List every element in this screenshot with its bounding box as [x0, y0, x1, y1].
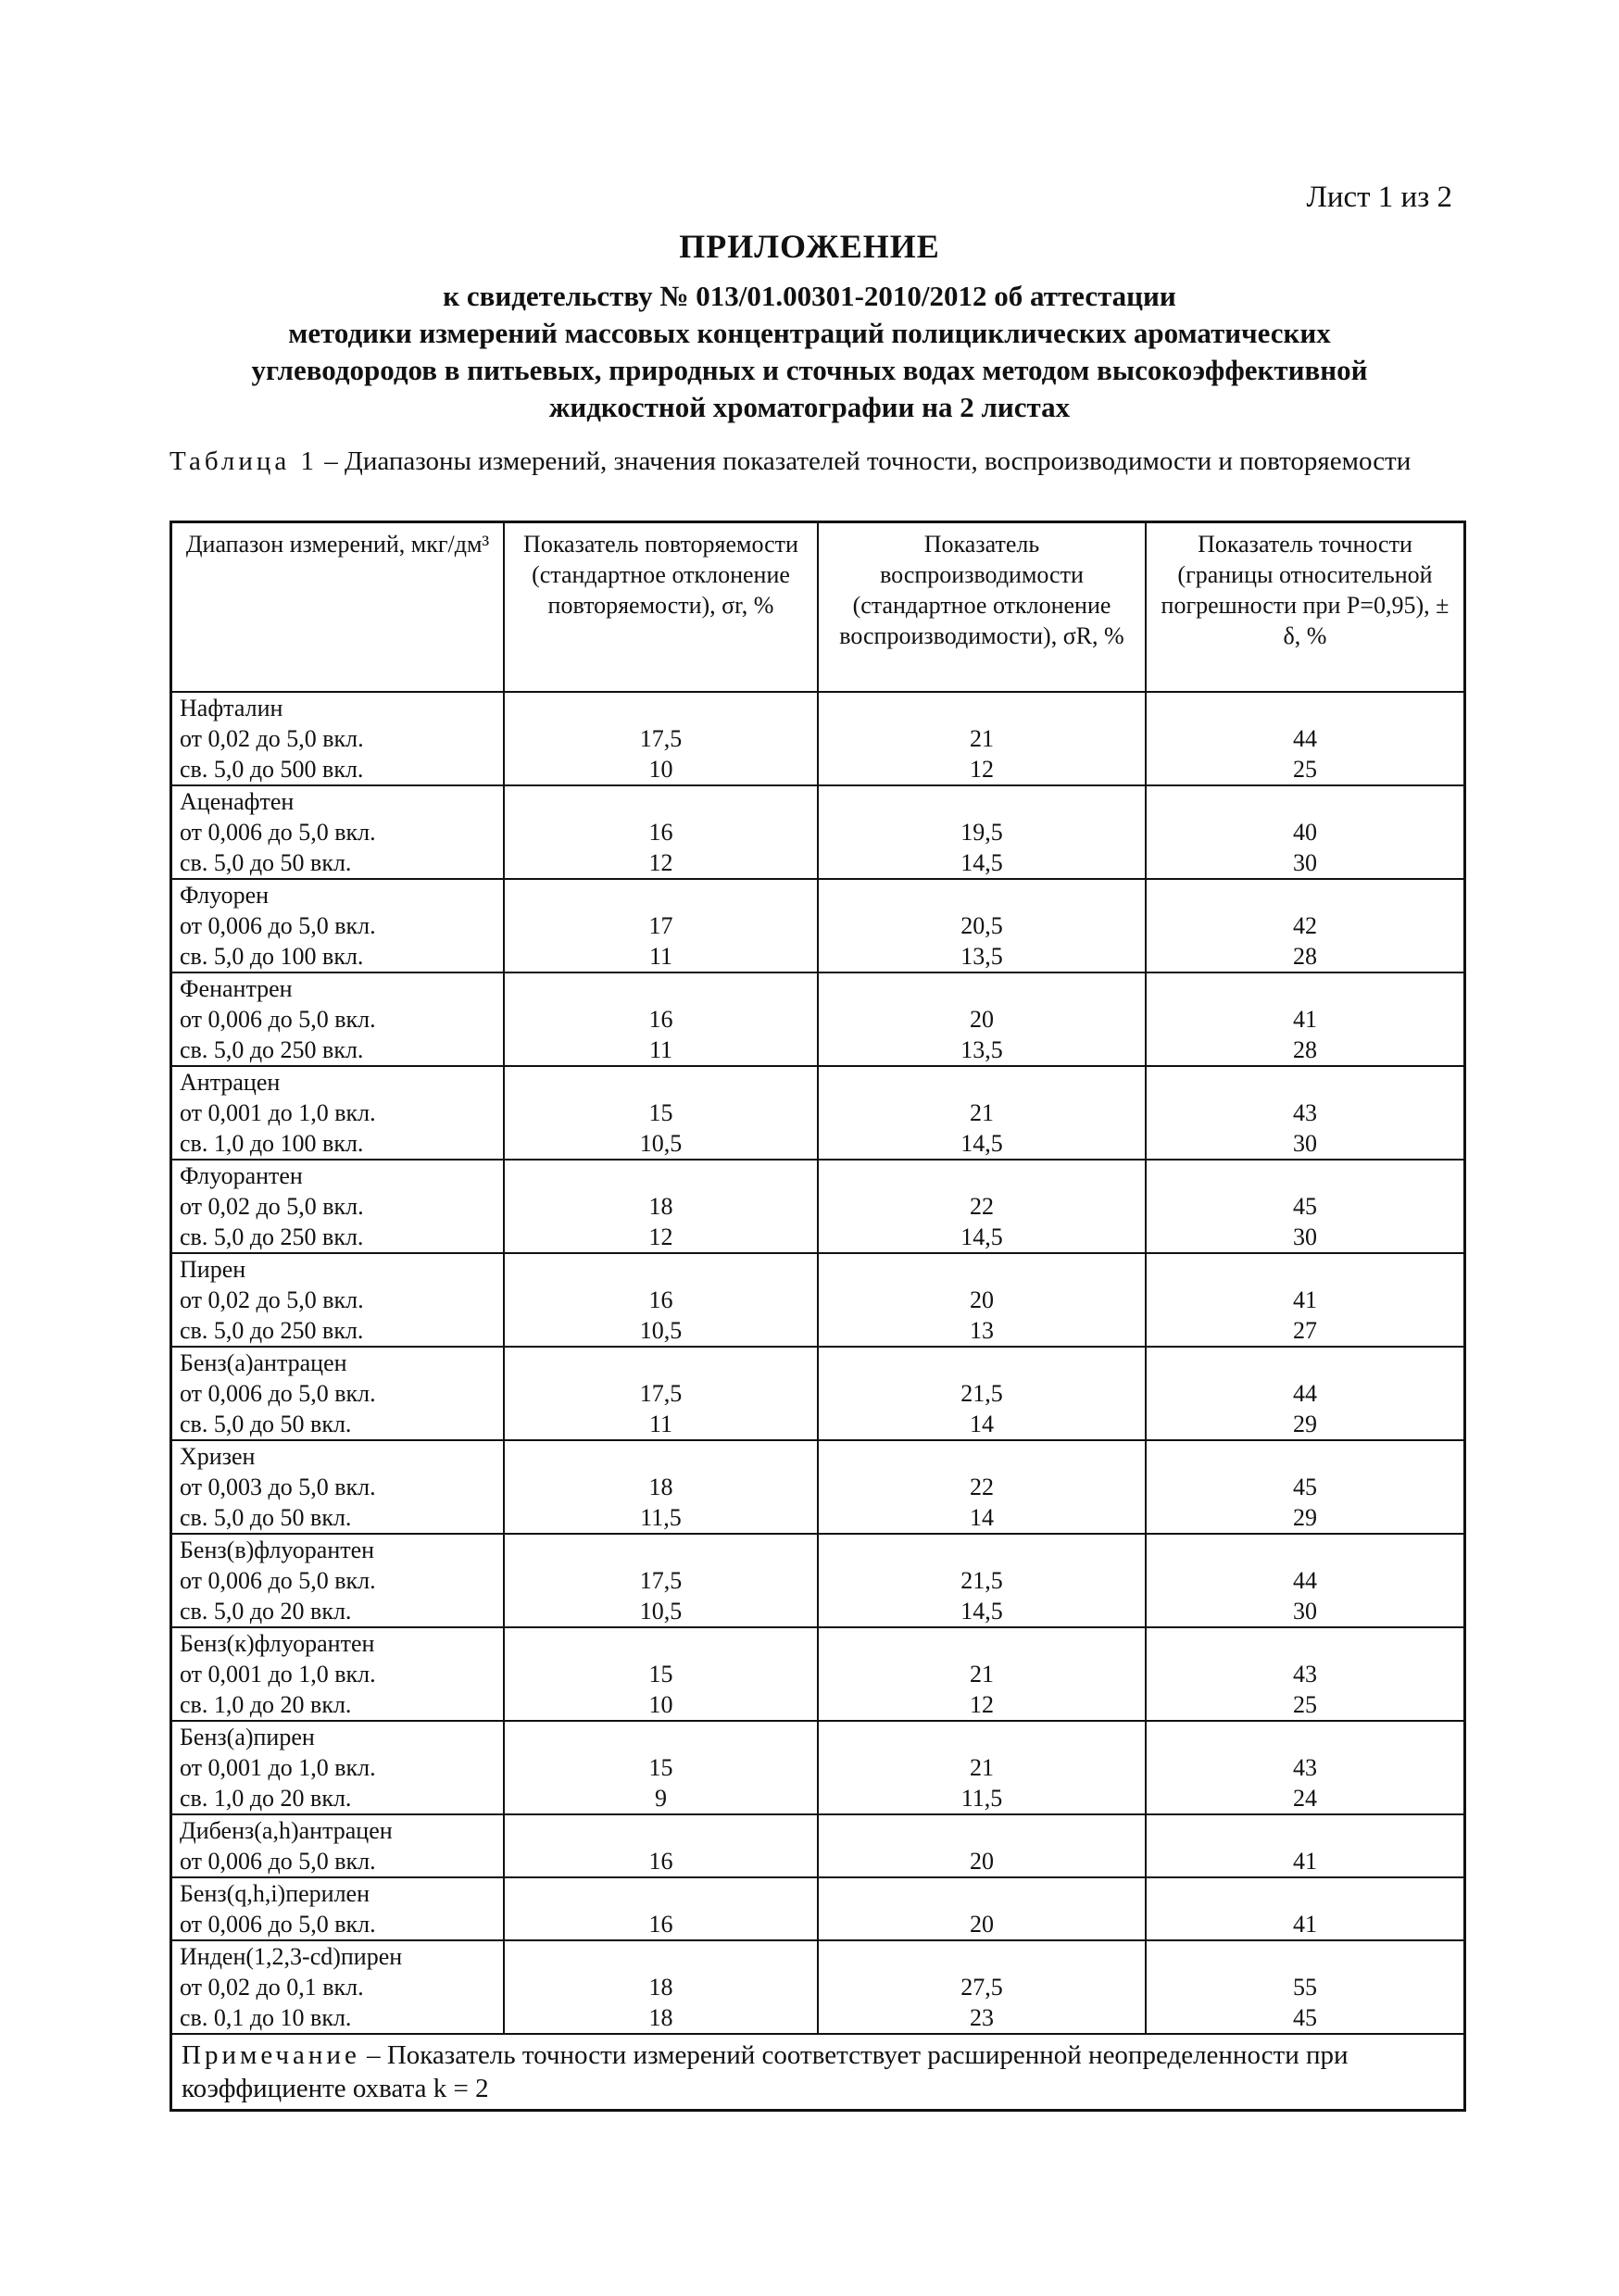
- header-repeatability: Показатель повторяемости (стандартное отклонение повторяемости), σr, %: [504, 522, 818, 693]
- value: 55: [1292, 1974, 1317, 2001]
- repeatability-cell: [504, 1627, 818, 1721]
- reproducibility-cell: [818, 1814, 1146, 1877]
- range-line: от 0,02 до 5,0 вкл.: [180, 1193, 364, 1220]
- table-row: [171, 1877, 1465, 1940]
- range-cell: [171, 785, 505, 879]
- value: 11: [648, 1411, 673, 1437]
- range-line: от 0,001 до 1,0 вкл.: [180, 1099, 376, 1126]
- range-line: от 0,001 до 1,0 вкл.: [180, 1661, 376, 1687]
- range-cell: [171, 1877, 505, 1940]
- repeatability-cell: [504, 1721, 818, 1814]
- reproducibility-cell: [818, 1534, 1146, 1627]
- value: 25: [1292, 1691, 1317, 1718]
- accuracy-cell: [1146, 1160, 1465, 1253]
- subtitle-line: методики измерений массовых концентраций полициклических ароматических: [288, 317, 1331, 349]
- table-row: [171, 1627, 1465, 1721]
- value: 23: [969, 2004, 994, 2031]
- value: 43: [1292, 1099, 1317, 1126]
- value: 15: [648, 1754, 673, 1781]
- value: 20: [969, 1286, 994, 1313]
- value: 18: [648, 1193, 673, 1220]
- compound-name: Фенантрен: [180, 975, 293, 1002]
- repeatability-cell: [504, 1814, 818, 1877]
- header-range: Диапазон измерений, мкг/дм³: [171, 522, 505, 693]
- value: 20,5: [960, 912, 1003, 939]
- accuracy-cell: [1146, 1940, 1465, 2034]
- accuracy-cell: [1146, 1877, 1465, 1940]
- table-header-row: [171, 522, 1465, 693]
- table-row: [171, 785, 1465, 879]
- value: 30: [1292, 1223, 1317, 1250]
- table-row: [171, 972, 1465, 1066]
- compound-name: Бенз(в)флуорантен: [180, 1537, 375, 1563]
- range-line: от 0,001 до 1,0 вкл.: [180, 1754, 376, 1781]
- range-line: св. 5,0 до 250 вкл.: [180, 1223, 364, 1250]
- value: 21: [969, 1099, 994, 1126]
- range-line: св. 5,0 до 100 вкл.: [180, 943, 364, 970]
- value: 45: [1292, 1474, 1317, 1500]
- table-row: [171, 1940, 1465, 2034]
- range-line: от 0,02 до 0,1 вкл.: [180, 1974, 364, 2001]
- range-line: от 0,003 до 5,0 вкл.: [180, 1474, 376, 1500]
- range-line: св. 5,0 до 20 вкл.: [180, 1598, 352, 1625]
- value: 11: [648, 943, 673, 970]
- range-line: св. 5,0 до 500 вкл.: [180, 756, 364, 783]
- range-line: св. 5,0 до 50 вкл.: [180, 849, 352, 876]
- accuracy-cell: [1146, 1627, 1465, 1721]
- value: 14: [969, 1504, 994, 1531]
- value: 20: [969, 1848, 994, 1875]
- range-line: св. 5,0 до 250 вкл.: [180, 1317, 364, 1344]
- accuracy-cell: [1146, 1440, 1465, 1534]
- range-line: от 0,006 до 5,0 вкл.: [180, 912, 376, 939]
- value: 44: [1292, 1567, 1317, 1594]
- value: 10,5: [639, 1130, 683, 1157]
- value: 16: [648, 1911, 673, 1938]
- table-caption: [169, 445, 1466, 478]
- repeatability-cell: [504, 1347, 818, 1440]
- repeatability-cell: [504, 692, 818, 785]
- reproducibility-cell: [818, 972, 1146, 1066]
- range-line: св. 1,0 до 20 вкл.: [180, 1691, 352, 1718]
- repeatability-cell: [504, 972, 818, 1066]
- range-line: от 0,02 до 5,0 вкл.: [180, 725, 364, 752]
- reproducibility-cell: [818, 1877, 1146, 1940]
- value: 20: [969, 1911, 994, 1938]
- value: 42: [1292, 912, 1317, 939]
- repeatability-cell: [504, 1253, 818, 1347]
- range-line: от 0,006 до 5,0 вкл.: [180, 819, 376, 846]
- value: 12: [648, 849, 673, 876]
- value: 27: [1292, 1317, 1317, 1344]
- value: 45: [1292, 2004, 1317, 2031]
- repeatability-cell: [504, 879, 818, 972]
- reproducibility-cell: [818, 879, 1146, 972]
- value: 16: [648, 1848, 673, 1875]
- value: 13: [969, 1317, 994, 1344]
- header-reproducibility: Показатель воспроизводимости (стандартное отклонение воспроизводимости), σR, %: [818, 522, 1146, 693]
- subtitle-line: жидкостной хроматографии на 2 листах: [548, 391, 1071, 423]
- value: 41: [1292, 1911, 1317, 1938]
- value: 9: [655, 1785, 667, 1812]
- compound-name: Флуорантен: [180, 1162, 303, 1189]
- range-line: св. 5,0 до 50 вкл.: [180, 1411, 352, 1437]
- value: 12: [648, 1223, 673, 1250]
- value: 43: [1292, 1661, 1317, 1687]
- value: 10: [648, 756, 673, 783]
- range-cell: [171, 1721, 505, 1814]
- compound-name: Нафталин: [180, 695, 283, 721]
- value: 29: [1292, 1504, 1317, 1531]
- compound-name: Аценафтен: [180, 788, 295, 815]
- compound-name: Пирен: [180, 1256, 246, 1283]
- range-cell: [171, 1347, 505, 1440]
- value: 22: [969, 1474, 994, 1500]
- value: 17: [648, 912, 673, 939]
- accuracy-cell: [1146, 1534, 1465, 1627]
- table-caption-text: – Диапазоны измерений, значения показателей точности, воспроизводимости и повторяемости: [318, 446, 1412, 476]
- table-row: [171, 1814, 1465, 1877]
- reproducibility-cell: [818, 1253, 1146, 1347]
- value: 15: [648, 1099, 673, 1126]
- header-accuracy: Показатель точности (границы относительной погрешности при P=0,95), ± δ, %: [1146, 522, 1465, 693]
- subtitle-line: углеводородов в питьевых, природных и сточных водах методом высокоэффективной: [251, 354, 1368, 386]
- value: 16: [648, 1006, 673, 1033]
- range-line: св. 5,0 до 50 вкл.: [180, 1504, 352, 1531]
- range-cell: [171, 692, 505, 785]
- value: 10,5: [639, 1598, 683, 1625]
- value: 16: [648, 819, 673, 846]
- range-line: от 0,006 до 5,0 вкл.: [180, 1006, 376, 1033]
- range-line: от 0,006 до 5,0 вкл.: [180, 1848, 376, 1875]
- value: 10,5: [639, 1317, 683, 1344]
- value: 19,5: [960, 819, 1003, 846]
- compound-name: Флуорен: [180, 882, 270, 909]
- reproducibility-cell: [818, 1440, 1146, 1534]
- value: 14,5: [960, 849, 1003, 876]
- range-line: св. 0,1 до 10 вкл.: [180, 2004, 352, 2031]
- document-title: ПРИЛОЖЕНИЕ: [679, 228, 940, 265]
- accuracy-cell: [1146, 879, 1465, 972]
- value: 45: [1292, 1193, 1317, 1220]
- repeatability-cell: [504, 1940, 818, 2034]
- value: 16: [648, 1286, 673, 1313]
- repeatability-cell: [504, 785, 818, 879]
- value: 12: [969, 756, 994, 783]
- value: 17,5: [639, 1567, 683, 1594]
- value: 13,5: [960, 1036, 1003, 1063]
- sheet-number: Лист 1 из 2: [1306, 181, 1452, 214]
- value: 12: [969, 1691, 994, 1718]
- range-cell: [171, 1066, 505, 1160]
- table-row: [171, 1721, 1465, 1814]
- compound-name: Бенз(к)флуорантен: [180, 1630, 375, 1657]
- repeatability-cell: [504, 1066, 818, 1160]
- range-line: от 0,02 до 5,0 вкл.: [180, 1286, 364, 1313]
- compound-name: Инден(1,2,3-cd)пирен: [180, 1943, 403, 1970]
- document-subtitle: [0, 278, 1619, 426]
- range-cell: [171, 1160, 505, 1253]
- range-line: св. 1,0 до 20 вкл.: [180, 1785, 352, 1812]
- value: 44: [1292, 725, 1317, 752]
- accuracy-cell: [1146, 972, 1465, 1066]
- value: 14,5: [960, 1130, 1003, 1157]
- value: 28: [1292, 943, 1317, 970]
- value: 11,5: [640, 1504, 682, 1531]
- table-row: [171, 879, 1465, 972]
- range-line: от 0,006 до 5,0 вкл.: [180, 1380, 376, 1407]
- value: 30: [1292, 849, 1317, 876]
- accuracy-cell: [1146, 1347, 1465, 1440]
- compound-name: Бенз(а)пирен: [180, 1724, 315, 1750]
- value: 17,5: [639, 1380, 683, 1407]
- compound-name: Дибенз(a,h)антрацен: [180, 1817, 393, 1844]
- range-cell: [171, 1940, 505, 2034]
- value: 18: [648, 1474, 673, 1500]
- range-cell: [171, 1534, 505, 1627]
- value: 18: [648, 2004, 673, 2031]
- accuracy-cell: [1146, 785, 1465, 879]
- repeatability-cell: [504, 1534, 818, 1627]
- table-caption-label: Таблица 1: [169, 446, 319, 476]
- compound-name: Бенз(а)антрацен: [180, 1349, 347, 1376]
- reproducibility-cell: [818, 1347, 1146, 1440]
- table-row: [171, 1440, 1465, 1534]
- value: 13,5: [960, 943, 1003, 970]
- value: 44: [1292, 1380, 1317, 1407]
- value: 14,5: [960, 1598, 1003, 1625]
- value: 21: [969, 1754, 994, 1781]
- value: 20: [969, 1006, 994, 1033]
- compound-name: Хризен: [180, 1443, 256, 1470]
- range-line: св. 1,0 до 100 вкл.: [180, 1130, 364, 1157]
- range-line: св. 5,0 до 250 вкл.: [180, 1036, 364, 1063]
- repeatability-cell: [504, 1440, 818, 1534]
- range-line: от 0,006 до 5,0 вкл.: [180, 1567, 376, 1594]
- table-row: [171, 1066, 1465, 1160]
- table-row: [171, 1160, 1465, 1253]
- value: 21,5: [960, 1380, 1003, 1407]
- value: 28: [1292, 1036, 1317, 1063]
- repeatability-cell: [504, 1877, 818, 1940]
- range-cell: [171, 972, 505, 1066]
- table-row: [171, 692, 1465, 785]
- accuracy-cell: [1146, 1253, 1465, 1347]
- value: 22: [969, 1193, 994, 1220]
- range-cell: [171, 1440, 505, 1534]
- range-cell: [171, 1627, 505, 1721]
- value: 14: [969, 1411, 994, 1437]
- value: 30: [1292, 1130, 1317, 1157]
- value: 24: [1292, 1785, 1317, 1812]
- value: 41: [1292, 1286, 1317, 1313]
- reproducibility-cell: [818, 1940, 1146, 2034]
- value: 21: [969, 725, 994, 752]
- table-note-text: – Показатель точности измерений соответствует расширенной неопределенности при коэффициенте охвата k = 2: [182, 2040, 1349, 2103]
- value: 21,5: [960, 1567, 1003, 1594]
- compound-name: Бенз(q,h,i)перилен: [180, 1880, 370, 1907]
- table-row: [171, 1347, 1465, 1440]
- compound-name: Антрацен: [180, 1069, 281, 1096]
- data-table: [169, 521, 1466, 2112]
- range-cell: [171, 879, 505, 972]
- range-cell: [171, 1253, 505, 1347]
- reproducibility-cell: [818, 692, 1146, 785]
- value: 27,5: [960, 1974, 1003, 2001]
- table-note-label: Примечание: [182, 2040, 360, 2070]
- value: 11,5: [960, 1785, 1003, 1812]
- reproducibility-cell: [818, 1160, 1146, 1253]
- range-line: от 0,006 до 5,0 вкл.: [180, 1911, 376, 1938]
- value: 15: [648, 1661, 673, 1687]
- reproducibility-cell: [818, 785, 1146, 879]
- table-note: [171, 2034, 1465, 2111]
- value: 43: [1292, 1754, 1317, 1781]
- subtitle-line: к свидетельству № 013/01.00301-2010/2012 об аттестации: [443, 280, 1176, 312]
- value: 18: [648, 1974, 673, 2001]
- table-note-row: [171, 2034, 1465, 2111]
- value: 40: [1292, 819, 1317, 846]
- range-cell: [171, 1814, 505, 1877]
- table-row: [171, 1253, 1465, 1347]
- reproducibility-cell: [818, 1066, 1146, 1160]
- accuracy-cell: [1146, 692, 1465, 785]
- value: 41: [1292, 1848, 1317, 1875]
- value: 21: [969, 1661, 994, 1687]
- value: 14,5: [960, 1223, 1003, 1250]
- value: 41: [1292, 1006, 1317, 1033]
- value: 25: [1292, 756, 1317, 783]
- value: 17,5: [639, 725, 683, 752]
- accuracy-cell: [1146, 1721, 1465, 1814]
- accuracy-cell: [1146, 1814, 1465, 1877]
- value: 10: [648, 1691, 673, 1718]
- value: 30: [1292, 1598, 1317, 1625]
- reproducibility-cell: [818, 1721, 1146, 1814]
- table-body: [171, 692, 1465, 2034]
- repeatability-cell: [504, 1160, 818, 1253]
- value: 29: [1292, 1411, 1317, 1437]
- accuracy-cell: [1146, 1066, 1465, 1160]
- table-row: [171, 1534, 1465, 1627]
- value: 11: [648, 1036, 673, 1063]
- reproducibility-cell: [818, 1627, 1146, 1721]
